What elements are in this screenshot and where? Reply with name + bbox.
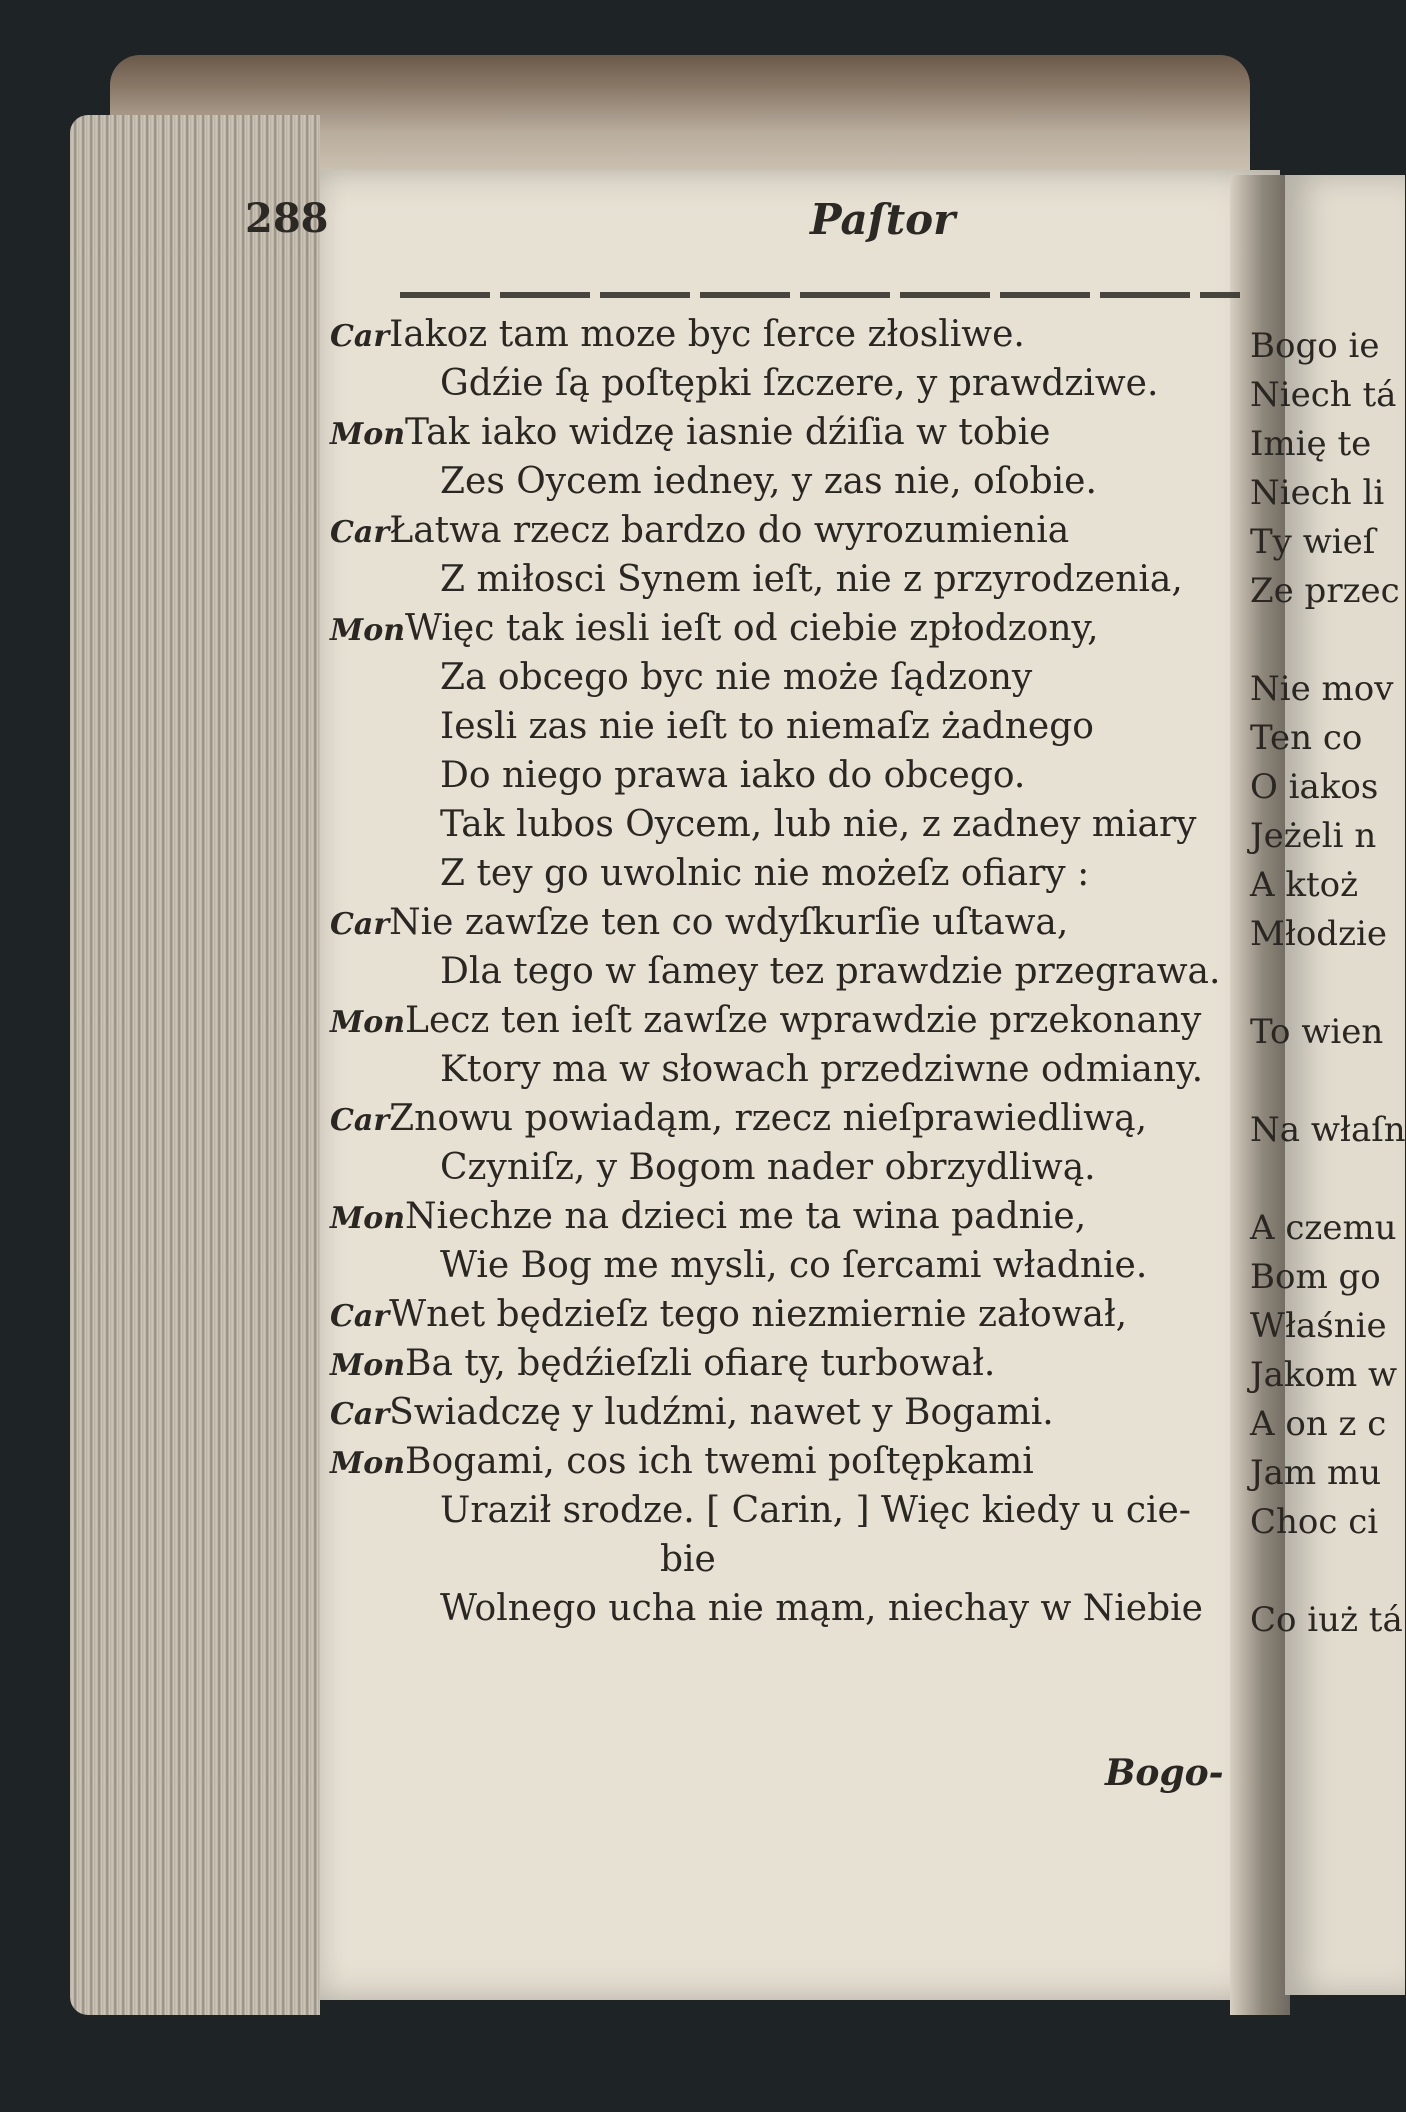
verse-line	[330, 702, 1210, 751]
right-page-line: Właśnie	[1250, 1306, 1387, 1346]
verse-line-text: Tak lubos Oycem, lub nie, z zadney miary	[440, 804, 1197, 845]
verse-line	[330, 947, 1221, 996]
verse-line-text: Gdźie ſą poſtępki ſzczere, y prawdziwe.	[440, 363, 1159, 404]
right-page-line	[1250, 959, 1390, 1008]
verse-line-text: Z miłosci Synem ieſt, nie z przyrodzenia,	[440, 559, 1183, 600]
right-page-line: Niech li	[1250, 473, 1385, 513]
right-page-text	[1250, 322, 1406, 1645]
right-page-line: A on z c	[1250, 1404, 1387, 1444]
right-page-line: O iakos	[1250, 767, 1379, 807]
verse-line-text: Niechze na dzieci me ta wina padnie,	[405, 1196, 1087, 1237]
running-head: Paſtor	[810, 195, 956, 244]
verse-line-text: Swiadczę y ludźmi, nawet y Bogami.	[389, 1392, 1054, 1433]
verse-line	[330, 555, 1210, 604]
verse-line	[330, 359, 1210, 408]
speaker-label: Car	[330, 1397, 390, 1432]
verse-line	[330, 1241, 1210, 1290]
verse-line-text: Wie Bog me mysli, co ſercami władnie.	[440, 1245, 1148, 1286]
right-page-line: Jakom w	[1250, 1355, 1398, 1395]
verse-line	[330, 996, 1210, 1045]
verse-line	[330, 1192, 1210, 1241]
verse-line-text: Bogami, cos ich twemi poſtępkami	[405, 1441, 1034, 1482]
right-page-line: Imię te	[1250, 424, 1372, 464]
verse-line	[330, 653, 1210, 702]
verse-line-text: Łatwa rzecz bardzo do wyrozumienia	[389, 510, 1070, 551]
verse-line	[330, 408, 1210, 457]
right-page-line: Ten co	[1250, 718, 1363, 758]
speaker-label: Mon	[330, 1005, 406, 1040]
speaker-label: Car	[330, 319, 390, 354]
right-page-line: Nie mov	[1250, 669, 1394, 709]
right-page-line	[1250, 1057, 1390, 1106]
verse-line	[330, 1584, 1210, 1633]
right-page-line: Młodzie	[1250, 914, 1387, 954]
right-page-line: Jam mu	[1250, 1453, 1382, 1493]
verse-line	[330, 1535, 1210, 1584]
verse-line	[330, 1339, 1210, 1388]
verse-line-text: Znowu powiadąm, rzecz nieſprawiedliwą,	[389, 1098, 1148, 1139]
page-number: 288	[245, 195, 329, 242]
verse-line-text: Tak iako widzę iasnie dźiſia w tobie	[405, 412, 1051, 453]
right-page-line	[1250, 616, 1390, 665]
header-rule	[400, 292, 1240, 298]
verse-line-text: Wnet będzieſz tego niezmiernie załował,	[389, 1294, 1128, 1335]
right-page-line: Jeżeli n	[1250, 816, 1377, 856]
speaker-label: Mon	[330, 1348, 406, 1383]
verse-line-text: Wolnego ucha nie mąm, niechay w Niebie	[440, 1588, 1203, 1629]
verse-line	[330, 1143, 1210, 1192]
speaker-label: Car	[330, 1103, 390, 1138]
right-page-line: To wien	[1250, 1012, 1384, 1052]
right-page-line: Ty wieſ	[1250, 522, 1376, 562]
verse-line	[330, 898, 1210, 947]
verse-line	[330, 506, 1210, 555]
verse-line	[330, 1486, 1210, 1535]
verse-line-text: Uraził srodze. [ Carin, ] Więc kiedy u cie-	[440, 1490, 1191, 1531]
verse-line-text: Iakoz tam moze byc ſerce złosliwe.	[389, 314, 1025, 355]
verse-line-text: Iesli zas nie ieſt to niemaſz żadnego	[440, 706, 1094, 747]
verse-line-text: Zes Oycem iedney, y zas nie, oſobie.	[440, 461, 1097, 502]
verse-line-text: Lecz ten ieſt zawſze wprawdzie przekonany	[405, 1000, 1202, 1041]
verse-line	[330, 1388, 1210, 1437]
right-page-line: A czemu	[1250, 1208, 1397, 1248]
right-page-line: Bogo ie	[1250, 326, 1380, 366]
verse-line	[330, 1437, 1210, 1486]
speaker-label: Mon	[330, 1446, 406, 1481]
verse-line	[330, 849, 1210, 898]
right-page-line: A ktoż	[1250, 865, 1359, 905]
catchword: Bogo-	[1105, 1752, 1224, 1794]
verse-line	[330, 1290, 1210, 1339]
verse-line-text: Do niego prawa iako do obcego.	[440, 755, 1026, 796]
verse-line-text: Ba ty, będźieſzli ofiarę turbował.	[405, 1343, 996, 1384]
speaker-label: Car	[330, 515, 390, 550]
verse-line-text: bie	[660, 1539, 716, 1580]
right-page-line: Co iuż tá	[1250, 1600, 1403, 1640]
right-page-line: Niech tá	[1250, 375, 1397, 415]
verse-line-text: Więc tak iesli ieſt od ciebie zpłodzony,	[405, 608, 1099, 649]
right-page-line: Bom go	[1250, 1257, 1381, 1297]
speaker-label: Car	[330, 1299, 390, 1334]
verse-line	[330, 1094, 1210, 1143]
verse-line	[330, 457, 1210, 506]
verse-line-text: Nie zawſze ten co wdyſkurſie uſtawa,	[389, 902, 1069, 943]
verse-line-text: Z tey go uwolnic nie możeſz ofiary :	[440, 853, 1090, 894]
page-stack-edge	[70, 115, 320, 2015]
right-page-line	[1250, 1547, 1390, 1596]
right-page-line: Na właſn	[1250, 1110, 1406, 1150]
right-page-line	[1250, 1155, 1390, 1204]
right-page-line: Choc ci	[1250, 1502, 1379, 1542]
right-page-line: Ze przec	[1250, 571, 1400, 611]
verse-line-text: Czyniſz, y Bogom nader obrzydliwą.	[440, 1147, 1096, 1188]
verse-line	[330, 604, 1210, 653]
speaker-label: Mon	[330, 613, 406, 648]
verse-line	[330, 1045, 1210, 1094]
speaker-label: Mon	[330, 1201, 406, 1236]
verse-line-text: Za obcego byc nie może ſądzony	[440, 657, 1033, 698]
verse-line	[330, 800, 1210, 849]
speaker-label: Car	[330, 907, 390, 942]
speaker-label: Mon	[330, 417, 406, 452]
verse-text	[330, 310, 1221, 1633]
verse-line-text: Dla tego w ſamey tez prawdzie przegrawa.	[440, 951, 1221, 992]
verse-line	[330, 751, 1210, 800]
verse-line	[330, 310, 1210, 359]
verse-line-text: Ktory ma w słowach przedziwne odmiany.	[440, 1049, 1204, 1090]
